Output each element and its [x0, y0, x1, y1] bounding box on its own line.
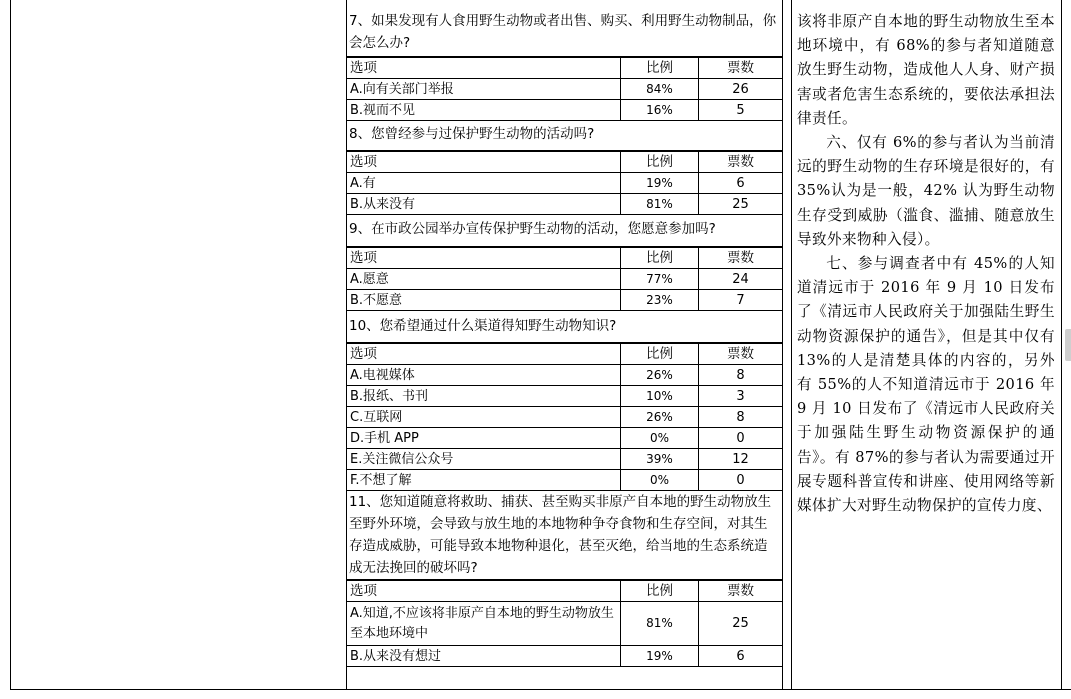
option-percent: 81%	[621, 194, 699, 215]
question-7-table	[346, 57, 783, 121]
header-percent: 比例	[621, 248, 699, 269]
prose-border-left	[791, 0, 792, 690]
option-label: B.视而不见	[347, 100, 621, 121]
survey-results	[346, 10, 782, 667]
option-percent: 10%	[621, 386, 699, 407]
paragraph-seven: 七、参与调查者中有 45%的人知道清远市于 2016 年 9 月 10 日发布了《清远市人民政府关于加强陆生野生动物资源保护的通告》，但是其中仅有 13%的人是清楚具体的内容的，另外有 55%的人不知道清远市于 2016 年 9 月 10 日发布了《清远市人民政府关于加强陆生野生动物资源保护的通告》。有 87%的参与者认为需要通过开展专题科普宣传和讲座、使用网络等新媒体扩大对野生动物保护的宣传力度、	[797, 255, 1055, 515]
option-label: B.从来没有想过	[347, 646, 621, 667]
header-percent: 比例	[621, 58, 699, 79]
question-7: 7、如果发现有人食用野生动物或者出售、购买、利用野生动物制品，你会怎么办?	[346, 10, 782, 57]
question-9: 9、在市政公园举办宣传保护野生动物的活动，您愿意参加吗?	[346, 215, 782, 247]
table-header-row	[347, 344, 783, 365]
option-label: A.电视媒体	[347, 365, 621, 386]
option-count: 0	[699, 470, 783, 491]
option-count: 0	[699, 428, 783, 449]
table-row	[347, 79, 783, 100]
option-count: 6	[699, 646, 783, 667]
option-percent: 16%	[621, 100, 699, 121]
outer-border-left	[10, 0, 11, 690]
table-row	[347, 269, 783, 290]
header-option: 选项	[347, 248, 621, 269]
header-count: 票数	[699, 58, 783, 79]
option-count: 25	[699, 602, 783, 646]
header-option: 选项	[347, 58, 621, 79]
question-10-table	[346, 343, 783, 491]
option-count: 25	[699, 194, 783, 215]
option-label: A.有	[347, 173, 621, 194]
table-row	[347, 365, 783, 386]
option-label: B.从来没有	[347, 194, 621, 215]
option-count: 3	[699, 386, 783, 407]
question-9-table	[346, 247, 783, 311]
table-row	[347, 290, 783, 311]
option-count: 26	[699, 79, 783, 100]
option-count: 24	[699, 269, 783, 290]
option-label: A.愿意	[347, 269, 621, 290]
question-8-table	[346, 151, 783, 215]
option-count: 12	[699, 449, 783, 470]
option-percent: 0%	[621, 428, 699, 449]
option-count: 8	[699, 407, 783, 428]
header-option: 选项	[347, 344, 621, 365]
header-count: 票数	[699, 581, 783, 602]
option-percent: 0%	[621, 470, 699, 491]
table-row	[347, 428, 783, 449]
table-row	[347, 386, 783, 407]
option-percent: 26%	[621, 407, 699, 428]
header-count: 票数	[699, 248, 783, 269]
option-count: 8	[699, 365, 783, 386]
table-row	[347, 194, 783, 215]
option-label: B.不愿意	[347, 290, 621, 311]
option-label: B.报纸、书刊	[347, 386, 621, 407]
table-header-row	[347, 152, 783, 173]
option-count: 6	[699, 173, 783, 194]
header-option: 选项	[347, 581, 621, 602]
table-row	[347, 449, 783, 470]
option-label: E.关注微信公众号	[347, 449, 621, 470]
option-percent: 19%	[621, 173, 699, 194]
option-label: C.互联网	[347, 407, 621, 428]
option-percent: 26%	[621, 365, 699, 386]
analysis-text	[797, 10, 1055, 518]
table-header-row	[347, 581, 783, 602]
table-row	[347, 100, 783, 121]
outer-border-bottom	[10, 689, 1071, 690]
question-11-table	[346, 580, 783, 667]
header-percent: 比例	[621, 344, 699, 365]
option-percent: 23%	[621, 290, 699, 311]
header-percent: 比例	[621, 152, 699, 173]
table-header-row	[347, 248, 783, 269]
option-percent: 77%	[621, 269, 699, 290]
header-count: 票数	[699, 152, 783, 173]
question-8: 8、您曾经参与过保护野生动物的活动吗?	[346, 121, 782, 151]
option-label: A.知道,不应该将非原产自本地的野生动物放生至本地环境中	[347, 602, 621, 646]
option-percent: 19%	[621, 646, 699, 667]
option-label: F.不想了解	[347, 470, 621, 491]
table-header-row	[347, 58, 783, 79]
header-count: 票数	[699, 344, 783, 365]
table-row	[347, 470, 783, 491]
question-10: 10、您希望通过什么渠道得知野生动物知识?	[346, 311, 782, 343]
question-11: 11、您知道随意将救助、捕获、甚至购买非原产自本地的野生动物放生至野外环境，会导致与放生地的本地物种争夺食物和生存空间，对其生存造成威胁，可能导致本地物种退化，甚至灭绝，给当地的生态系统造成无法挽回的破坏吗?	[346, 491, 782, 580]
option-percent: 81%	[621, 602, 699, 646]
table-row	[347, 173, 783, 194]
table-row	[347, 646, 783, 667]
header-option: 选项	[347, 152, 621, 173]
option-count: 7	[699, 290, 783, 311]
option-label: A.向有关部门举报	[347, 79, 621, 100]
option-percent: 84%	[621, 79, 699, 100]
option-percent: 39%	[621, 449, 699, 470]
option-label: D.手机 APP	[347, 428, 621, 449]
option-count: 5	[699, 100, 783, 121]
side-scroll-handle[interactable]	[1065, 329, 1071, 361]
table-row	[347, 407, 783, 428]
table-row	[347, 602, 783, 646]
prose-border-right	[1061, 0, 1062, 690]
paragraph-continuation: 该将非原产自本地的野生动物放生至本地环境中，有 68%的参与者知道随意放生野生动物，造成他人人身、财产损害或者危害生态系统的，要依法承担法律责任。	[797, 13, 1055, 127]
header-percent: 比例	[621, 581, 699, 602]
paragraph-six: 六、仅有 6%的参与者认为当前清远的野生动物的生存环境是很好的，有 35%认为是一般，42% 认为野生动物生存受到威胁（滥食、滥捕、随意放生导致外来物种入侵）。	[797, 134, 1055, 248]
